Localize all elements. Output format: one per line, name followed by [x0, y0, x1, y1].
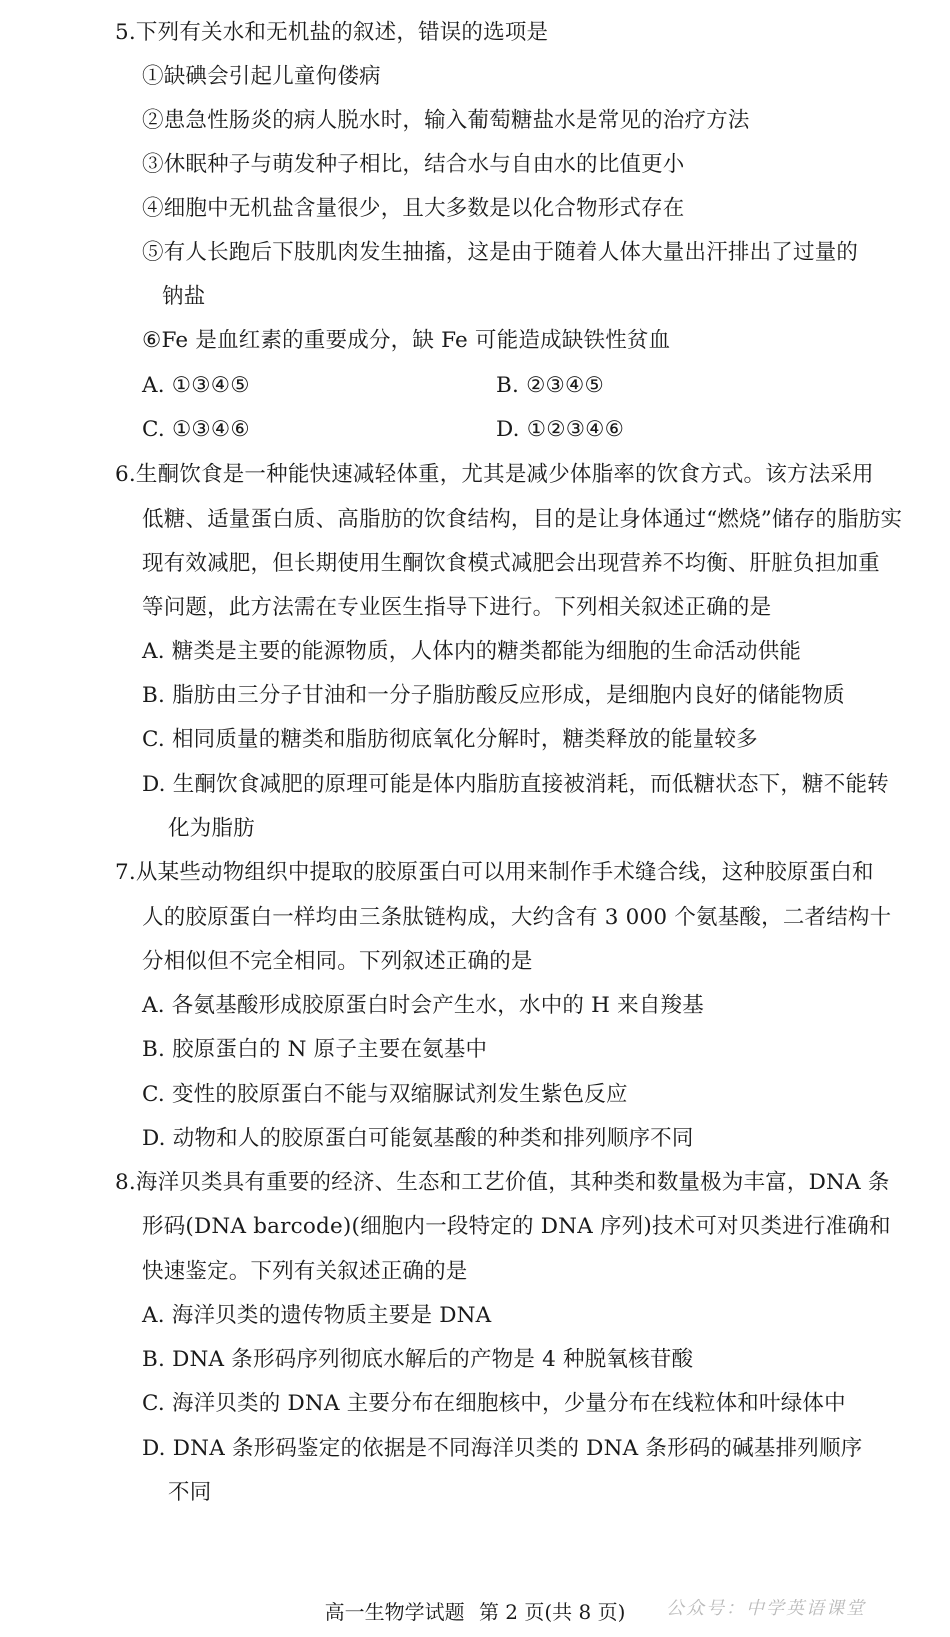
option-c: C. 变性的胶原蛋白不能与双缩脲试剂发生紫色反应	[142, 1082, 628, 1107]
question-5-item-1: ①缺碘会引起儿童佝偻病	[142, 64, 381, 89]
question-5-item-6: ⑥Fe 是血红素的重要成分，缺 Fe 可能造成缺铁性贫血	[142, 328, 671, 353]
option-b: B. 胶原蛋白的 N 原子主要在氨基中	[142, 1037, 488, 1062]
question-8-stem-line: 形码(DNA barcode)(细胞内一段特定的 DNA 序列)技术可对贝类进行准确和	[142, 1214, 891, 1239]
option-d-cont: 不同	[168, 1480, 212, 1505]
question-6-stem-line: 现有效减肥，但长期使用生酮饮食模式减肥会出现营养不均衡、肝脏负担加重	[142, 551, 880, 576]
option-b: B. 脂肪由三分子甘油和一分子脂肪酸反应形成，是细胞内良好的储能物质	[142, 683, 845, 708]
question-5-item-5-cont: 钠盐	[162, 284, 206, 309]
question-6-stem-line: 低糖、适量蛋白质、高脂肪的饮食结构，目的是让身体通过“燃烧”储存的脂肪实	[142, 507, 903, 532]
option-a: A. 各氨基酸形成胶原蛋白时会产生水，水中的 H 来自羧基	[142, 993, 704, 1018]
option-a: A. 海洋贝类的遗传物质主要是 DNA	[142, 1303, 492, 1328]
option-c: C. ①③④⑥	[142, 417, 250, 442]
option-a: A. ①③④⑤	[142, 373, 250, 398]
option-b: B. ②③④⑤	[496, 373, 604, 398]
option-d-cont: 化为脂肪	[168, 816, 255, 841]
option-b: B. DNA 条形码序列彻底水解后的产物是 4 种脱氧核苷酸	[142, 1347, 694, 1372]
footer-title: 高一生物学试题	[324, 1600, 465, 1624]
question-7-stem-line: 7.从某些动物组织中提取的胶原蛋白可以用来制作手术缝合线，这种胶原蛋白和	[115, 860, 874, 885]
question-5-item-5: ⑤有人长跑后下肢肌肉发生抽搐，这是由于随着人体大量出汗排出了过量的	[142, 240, 859, 265]
question-5-item-4: ④细胞中无机盐含量很少，且大多数是以化合物形式存在	[142, 196, 685, 221]
question-8-stem-line: 快速鉴定。下列有关叙述正确的是	[142, 1259, 468, 1284]
question-6-stem-line: 等问题，此方法需在专业医生指导下进行。下列相关叙述正确的是	[142, 595, 772, 620]
question-7-stem-line: 人的胶原蛋白一样均由三条肽链构成，大约含有 3 000 个氨基酸，二者结构十	[142, 905, 892, 930]
question-5-item-3: ③休眠种子与萌发种子相比，结合水与自由水的比值更小	[142, 152, 685, 177]
option-d: D. 动物和人的胶原蛋白可能氨基酸的种类和排列顺序不同	[142, 1126, 694, 1151]
question-5-stem: 5.下列有关水和无机盐的叙述，错误的选项是	[115, 20, 549, 45]
question-6-stem-line: 6.生酮饮食是一种能快速减轻体重，尤其是减少体脂率的饮食方式。该方法采用	[115, 462, 874, 487]
question-8-stem-line: 8.海洋贝类具有重要的经济、生态和工艺价值，其种类和数量极为丰富，DNA 条	[115, 1170, 890, 1195]
watermark: 公众号：中学英语课堂	[666, 1598, 866, 1619]
option-a: A. 糖类是主要的能源物质，人体内的糖类都能为细胞的生命活动供能	[142, 639, 802, 664]
option-d: D. 生酮饮食减肥的原理可能是体内脂肪直接被消耗，而低糖状态下，糖不能转	[142, 772, 889, 797]
footer-page-number: 第 2 页(共 8 页)	[478, 1600, 626, 1624]
option-c: C. 海洋贝类的 DNA 主要分布在细胞核中，少量分布在线粒体和叶绿体中	[142, 1391, 846, 1416]
option-d: D. ①②③④⑥	[496, 417, 625, 442]
question-7-stem-line: 分相似但不完全相同。下列叙述正确的是	[142, 949, 533, 974]
question-5-item-2: ②患急性肠炎的病人脱水时，输入葡萄糖盐水是常见的治疗方法	[142, 108, 750, 133]
option-d: D. DNA 条形码鉴定的依据是不同海洋贝类的 DNA 条形码的碱基排列顺序	[142, 1436, 863, 1461]
option-c: C. 相同质量的糖类和脂肪彻底氧化分解时，糖类释放的能量较多	[142, 727, 758, 752]
